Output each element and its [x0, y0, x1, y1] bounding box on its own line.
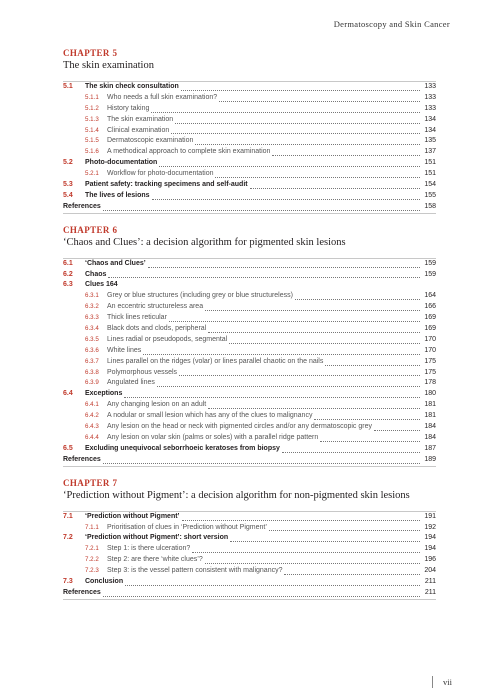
toc-section-entry[interactable] [63, 258, 436, 270]
toc-references-entry[interactable] [63, 202, 436, 213]
toc-subsection-entry[interactable] [63, 555, 436, 566]
entry-page-number: 187 [424, 444, 436, 452]
toc-references-entry[interactable] [63, 588, 436, 599]
entry-title: Lines radial or pseudopods, segmental [107, 335, 228, 343]
entry-page-number: 133 [424, 83, 436, 90]
toc-subsection-entry[interactable] [63, 566, 436, 577]
toc-subsection-entry[interactable] [63, 422, 436, 433]
entry-title: Chaos [85, 270, 107, 278]
dot-leader [157, 380, 420, 387]
entry-title: Photo-documentation [85, 159, 158, 167]
entry-title: Patient safety: tracking specimens and self-audit [85, 181, 248, 189]
entry-title: The skin check consultation [85, 83, 179, 90]
dot-leader [108, 271, 420, 278]
entry-title: Any lesion on volar skin (palms or soles) with a parallel ridge pattern [107, 433, 319, 441]
entry-title: Angulated lines [107, 379, 155, 387]
entry-number: 5.2.1 [85, 170, 99, 178]
entry-number: 5.1.2 [85, 104, 99, 112]
chapter-7 [63, 478, 436, 600]
entry-page-number: 159 [424, 270, 436, 278]
dot-leader [272, 149, 420, 156]
dot-leader [124, 391, 420, 398]
dot-leader [192, 546, 420, 553]
chapter-title: The skin examination [63, 60, 154, 71]
dot-leader [325, 359, 420, 366]
dot-leader [181, 84, 420, 91]
entry-title: Step 2: are there ‘white clues’? [107, 556, 203, 564]
entry-number: 5.3 [63, 181, 73, 189]
dot-leader [143, 348, 420, 355]
entry-title: A nodular or small lesion which has any of the clues to malignancy [107, 412, 313, 420]
entry-page-number: 151 [424, 159, 436, 167]
toc-subsection-entry[interactable] [63, 136, 436, 147]
chapter-5 [63, 48, 436, 214]
entry-title: References [63, 202, 101, 210]
entry-number: 6.3.9 [85, 379, 99, 387]
entry-number: 5.1.4 [85, 126, 99, 134]
entry-title: ‘Chaos and Clues’ [85, 259, 146, 267]
entry-page-number: 175 [424, 368, 436, 376]
dot-leader [229, 337, 420, 344]
entry-title: Polymorphous vessels [107, 368, 178, 376]
toc-subsection-entry[interactable] [63, 400, 436, 411]
entry-title: Exceptions [85, 390, 123, 398]
entry-number: 5.4 [63, 191, 73, 199]
toc-subsection-entry[interactable] [63, 378, 436, 389]
dot-leader [103, 457, 420, 464]
entry-number: 5.2 [63, 159, 73, 167]
dot-leader [159, 160, 420, 167]
entry-number: 6.4.3 [85, 423, 99, 431]
chapter-label: CHAPTER 6 [63, 224, 118, 235]
section-rule [63, 213, 436, 214]
dot-leader [169, 315, 420, 322]
entry-number: 7.1 [63, 512, 73, 520]
toc-subsection-entry[interactable] [63, 291, 436, 302]
toc-subsection-entry[interactable] [63, 523, 436, 534]
entry-title: White lines [107, 346, 142, 354]
entry-title: An eccentric structureless area [107, 303, 204, 311]
toc-subsection-entry[interactable] [63, 302, 436, 313]
entry-page-number: 211 [424, 588, 436, 596]
dot-leader [219, 95, 420, 102]
toc-subsection-entry[interactable] [63, 313, 436, 324]
entry-page-number: 181 [424, 412, 436, 420]
dot-leader [148, 261, 420, 268]
entry-page-number: 135 [424, 137, 436, 145]
entry-number: 7.2.2 [85, 556, 99, 564]
chapter-title: ‘Chaos and Clues’: a decision algorithm for pigmented skin lesions [63, 236, 346, 248]
entry-page-number: 194 [424, 534, 436, 542]
entry-page-number: 155 [424, 191, 436, 199]
chapter-title: ‘Prediction without Pigment’: a decision algorithm for non-pigmented skin lesions [63, 489, 410, 501]
entry-page-number: 133 [424, 93, 436, 101]
toc-subsection-entry[interactable] [63, 368, 436, 379]
entry-page-number: 189 [424, 455, 436, 463]
entry-page-number: 166 [424, 303, 436, 311]
dot-leader [125, 579, 420, 586]
entry-number: 6.3 [63, 281, 73, 289]
toc-subsection-entry[interactable] [63, 335, 436, 346]
entry-page-number: 137 [424, 148, 436, 156]
dot-leader [230, 535, 420, 542]
entry-number: 5.1.1 [85, 93, 99, 101]
entry-page-number: 175 [424, 357, 436, 365]
entry-number: 7.1.1 [85, 523, 99, 531]
entry-title: Step 1: is there ulceration? [107, 545, 191, 553]
toc-section-entry[interactable] [63, 577, 436, 588]
entry-number: 6.4.1 [85, 401, 99, 409]
section-rule [63, 466, 436, 467]
toc-section-entry[interactable] [63, 191, 436, 202]
chapter-label: CHAPTER 5 [63, 48, 118, 58]
section-rule [63, 599, 436, 600]
dot-leader [103, 204, 420, 211]
dot-leader [284, 568, 420, 575]
entry-number: 6.1 [63, 259, 73, 267]
entry-number: 7.2.3 [85, 567, 99, 575]
entry-number: 6.4.4 [85, 433, 99, 441]
toc-section-entry[interactable] [63, 81, 436, 93]
toc-rows [63, 511, 436, 600]
entry-title: ‘Prediction without Pigment’ [85, 512, 180, 520]
entry-title: A methodical approach to complete skin examination [107, 148, 271, 156]
dot-leader [175, 117, 420, 124]
entry-title: The lives of lesions [85, 191, 150, 199]
entry-page-number: 178 [424, 379, 436, 387]
dot-leader [320, 435, 420, 442]
dot-leader [152, 193, 420, 200]
entry-title: Prioritisation of clues in ‘Prediction without Pigment’ [107, 523, 267, 531]
dot-leader [205, 304, 420, 311]
entry-title: ‘Prediction without Pigment’: short version [85, 534, 229, 542]
entry-number: 5.1.3 [85, 115, 99, 123]
toc-subsection-entry[interactable] [63, 104, 436, 115]
running-head: Dermatoscopy and Skin Cancer [333, 19, 450, 29]
toc-subsection-entry[interactable] [63, 433, 436, 444]
toc-section-entry[interactable] [63, 180, 436, 191]
dot-leader [205, 557, 420, 564]
entry-number: 6.4.2 [85, 412, 99, 420]
chapter-label: CHAPTER 7 [63, 477, 118, 488]
entry-page-number: 196 [424, 556, 436, 564]
toc-subsection-entry[interactable] [63, 126, 436, 137]
dot-leader [179, 369, 420, 376]
entry-page-number: 164 [424, 292, 436, 300]
dot-leader [269, 524, 420, 531]
entry-page-number: 158 [424, 202, 436, 210]
entry-page-number: 134 [424, 115, 436, 123]
dot-leader [374, 424, 420, 431]
entry-title: References [63, 455, 101, 463]
dot-leader [314, 413, 420, 420]
entry-number: 7.3 [63, 577, 73, 585]
entry-number: 6.3.8 [85, 368, 99, 376]
toc-subsection-entry[interactable] [63, 147, 436, 158]
entry-page-number: 191 [424, 512, 436, 520]
entry-page-number: 192 [424, 523, 436, 531]
entry-number: 6.2 [63, 270, 73, 278]
entry-title: References [63, 588, 101, 596]
entry-title: Lines parallel on the ridges (volar) or lines parallel chaotic on the nails [107, 357, 324, 365]
entry-page-number: 170 [424, 346, 436, 354]
entry-title: Step 3: is the vessel pattern consistent with malignancy? [107, 567, 283, 575]
entry-number: 6.3.4 [85, 325, 99, 333]
entry-title: The skin examination [107, 115, 174, 123]
toc-section-entry[interactable] [63, 444, 436, 455]
dot-leader [195, 138, 420, 145]
dot-leader [250, 182, 420, 189]
entry-page-number: 169 [424, 325, 436, 333]
entry-title: Conclusion [85, 577, 124, 585]
toc-section-entry[interactable] [63, 511, 436, 523]
entry-title: Black dots and clods, peripheral [107, 325, 207, 333]
toc-section-entry[interactable] [63, 270, 436, 281]
entry-page-number: 211 [424, 577, 436, 585]
toc-subsection-entry[interactable] [63, 115, 436, 126]
entry-title: Thick lines reticular [107, 314, 167, 322]
dot-leader [295, 293, 420, 300]
entry-page-number: 154 [424, 181, 436, 189]
entry-page-number: 184 [424, 433, 436, 441]
entry-title: Clues 164 [85, 281, 118, 289]
chapter-6 [63, 225, 436, 467]
entry-page-number: 181 [424, 401, 436, 409]
entry-number: 6.3.6 [85, 346, 99, 354]
entry-number: 6.5 [63, 444, 73, 452]
dot-leader [171, 127, 420, 134]
entry-page-number: 184 [424, 423, 436, 431]
entry-number: 7.2 [63, 534, 73, 542]
dot-leader [282, 446, 420, 453]
entry-page-number: 180 [424, 390, 436, 398]
toc-subsection-entry[interactable] [63, 324, 436, 335]
entry-title: Who needs a full skin examination? [107, 93, 218, 101]
entry-number: 6.3.2 [85, 303, 99, 311]
toc-subsection-entry[interactable] [63, 93, 436, 104]
toc-rows [63, 81, 436, 214]
toc-section-entry[interactable] [63, 533, 436, 544]
entry-page-number: 169 [424, 314, 436, 322]
entry-number: 7.2.1 [85, 545, 99, 553]
entry-page-number: 204 [424, 567, 436, 575]
toc-subsection-entry[interactable] [63, 169, 436, 180]
entry-page-number: 151 [424, 170, 436, 178]
toc-section-entry[interactable] [63, 158, 436, 169]
entry-page-number: 170 [424, 335, 436, 343]
dot-leader [215, 171, 420, 178]
entry-number: 6.3.5 [85, 335, 99, 343]
entry-page-number: 133 [424, 104, 436, 112]
entry-number: 6.4 [63, 390, 73, 398]
entry-title: Clinical examination [107, 126, 170, 134]
entry-number: 6.3.1 [85, 292, 99, 300]
toc-subsection-entry[interactable] [63, 346, 436, 357]
entry-page-number: 159 [424, 259, 436, 267]
entry-number: 5.1.6 [85, 148, 99, 156]
toc-rows [63, 258, 436, 467]
toc-references-entry[interactable] [63, 455, 436, 466]
page-number: vii [443, 677, 452, 687]
entry-title: Workflow for photo-documentation [107, 170, 214, 178]
entry-number: 5.1.5 [85, 137, 99, 145]
entry-title: Grey or blue structures (including grey or blue structureless) [107, 292, 293, 300]
entry-title: History taking [107, 104, 150, 112]
entry-number: 5.1 [63, 83, 73, 90]
table-of-contents [63, 48, 436, 611]
toc-subsection-entry[interactable] [63, 544, 436, 555]
toc-subsection-entry[interactable] [63, 357, 436, 368]
entry-title: Excluding unequivocal seborrhoeic keratoses from biopsy [85, 444, 280, 452]
toc-subsection-entry[interactable] [63, 411, 436, 422]
dot-leader [151, 106, 420, 113]
dot-leader [182, 514, 421, 521]
toc-section-entry[interactable] [63, 389, 436, 400]
entry-number: 6.3.3 [85, 314, 99, 322]
folio-divider [432, 676, 433, 688]
dot-leader [103, 590, 420, 597]
entry-number: 6.3.7 [85, 357, 99, 365]
entry-page-number: 194 [424, 545, 436, 553]
entry-page-number: 134 [424, 126, 436, 134]
entry-title: Dermatoscopic examination [107, 137, 194, 145]
dot-leader [208, 402, 420, 409]
entry-title: Any lesion on the head or neck with pigmented circles and/or any dermatoscopic grey [107, 423, 372, 431]
toc-section-entry[interactable] [63, 280, 436, 291]
dot-leader [208, 326, 420, 333]
entry-title: Any changing lesion on an adult [107, 401, 207, 409]
